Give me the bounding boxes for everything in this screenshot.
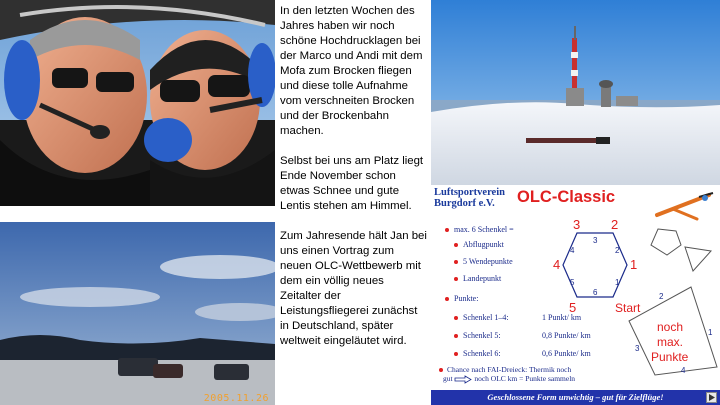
svg-text:4: 4	[553, 257, 561, 272]
svg-text:3: 3	[635, 344, 640, 353]
svg-text:3: 3	[593, 236, 598, 245]
svg-text:5: 5	[570, 278, 575, 287]
article-text	[280, 4, 428, 364]
svg-text:1: 1	[615, 278, 620, 287]
rule-item: Punkte:	[445, 294, 478, 303]
snowy-brocken-photo	[431, 0, 720, 185]
selfie-image	[0, 0, 275, 206]
olc-classic-slide	[431, 185, 720, 405]
pilots-selfie-photo	[0, 0, 275, 206]
article-paragraph-2: Selbst bei uns am Platz liegt Ende November schon etwas Schnee und gute Lentis stehen am Himmel.	[280, 155, 424, 212]
brocken-image	[431, 0, 720, 185]
article-paragraph-1: In den letzten Wochen des Jahres haben wir noch schöne Hochdrucklagen bei der Marco und Andi mit dem Mofa zum Brocken fliegen und diese tolle Aufnahme vom verschneiten Brocken und der Brockenbahn machen.	[280, 5, 423, 137]
arrow-icon	[454, 375, 472, 384]
rule-item: Schenkel 6: 0,6 Punkte/ km	[454, 349, 501, 358]
svg-text:Start: Start	[615, 301, 641, 315]
airfield-image	[0, 222, 275, 405]
svg-text:1: 1	[708, 328, 713, 337]
slide-footer: Geschlossene Form unwichtig – gut für Zielflüge!	[431, 390, 720, 405]
slide-title: OLC-Classic	[517, 188, 616, 206]
svg-text:2: 2	[659, 292, 664, 301]
rule-item: 5 Wendepunkte	[454, 257, 513, 266]
max-points-diagram	[627, 285, 719, 377]
svg-text:4: 4	[570, 246, 575, 255]
club-name: Luftsportverein Burgdorf e.V.	[434, 187, 505, 209]
rule-item: Schenkel 5: 0,8 Punkte/ km	[454, 331, 501, 340]
next-slide-button[interactable]	[706, 392, 717, 403]
chance-note: Chance nach FAI-Dreieck: Thermik noch gut noch OLC km = Punkte sammeln	[439, 365, 575, 384]
svg-text:Punkte: Punkte	[651, 350, 689, 364]
svg-text:2: 2	[615, 246, 620, 255]
svg-text:2: 2	[611, 217, 619, 232]
svg-text:max.: max.	[657, 335, 684, 349]
date-stamp: 2005.11.26	[203, 393, 269, 404]
rule-item: Landepunkt	[454, 274, 501, 283]
rule-item: max. 6 Schenkel =	[445, 225, 514, 234]
rule-item: Schenkel 1–4: 1 Punkt/ km	[454, 313, 509, 322]
pentagon-shape	[649, 227, 683, 257]
svg-text:5: 5	[569, 300, 577, 315]
article-paragraph-3: Zum Jahresende hält Jan bei uns einen Vortrag zum neuen OLC-Wettbewerb mit dem ein völlig neues Zeitalter der Leistungsfliegerei zunächst in Deutschland, später weltweit eingeläutet wird.	[280, 230, 427, 347]
rule-item: Abflugpunkt	[454, 240, 504, 249]
play-arrow-icon	[707, 393, 716, 402]
svg-text:3: 3	[573, 217, 581, 232]
svg-text:4: 4	[681, 366, 686, 375]
airfield-lenticular-photo	[0, 222, 275, 405]
svg-text:6: 6	[593, 288, 598, 297]
svg-text:1: 1	[630, 257, 638, 272]
triangle-shape	[681, 243, 715, 273]
svg-text:noch: noch	[657, 320, 684, 334]
